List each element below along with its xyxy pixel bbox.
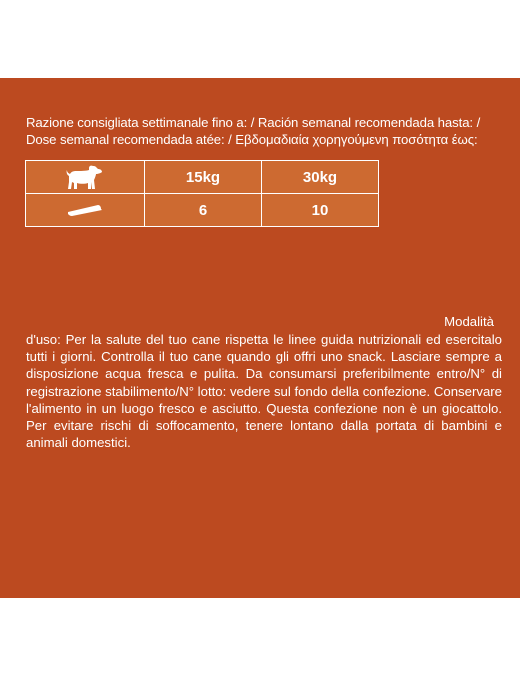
usage-instructions: d'uso: Per la salute del tuo cane rispetta le linee guida nutrizionali ed esercitalo tutti i giorni. Controlla il tuo cane quando gli offri uno snack. Lasciare sempre a disposizione acqua fresca e pulita. Da consumarsi preferibilmente entro/N° di registrazione stabilimento/N° lotto: vedere sul fondo della confezione. Conservare l'alimento in un luogo fresco e asciutto. Questa confezione non è un giocattolo. Per evitare rischi di soffocamento, tenere lontano dalla portata di bambini e animali domestici. bbox=[26, 332, 502, 451]
weight-30kg: 30kg bbox=[262, 161, 379, 194]
dog-icon bbox=[26, 161, 145, 194]
ration-intro-line-2: Dose semanal recomendada atée: / Εβδομαδιαία χορηγούμενη ποσότητα έως: bbox=[26, 132, 478, 147]
snack-stick-icon bbox=[26, 194, 145, 227]
amount-10: 10 bbox=[262, 194, 379, 227]
modalita-heading: Modalità bbox=[444, 314, 494, 329]
amount-6: 6 bbox=[145, 194, 262, 227]
weight-15kg: 15kg bbox=[145, 161, 262, 194]
ration-table bbox=[25, 160, 379, 227]
ration-intro bbox=[26, 114, 501, 148]
table-row bbox=[26, 194, 379, 227]
table-row bbox=[26, 161, 379, 194]
ration-intro-line-1: Razione consigliata settimanale fino a: / Ración semanal recomendada hasta: / bbox=[26, 115, 481, 130]
